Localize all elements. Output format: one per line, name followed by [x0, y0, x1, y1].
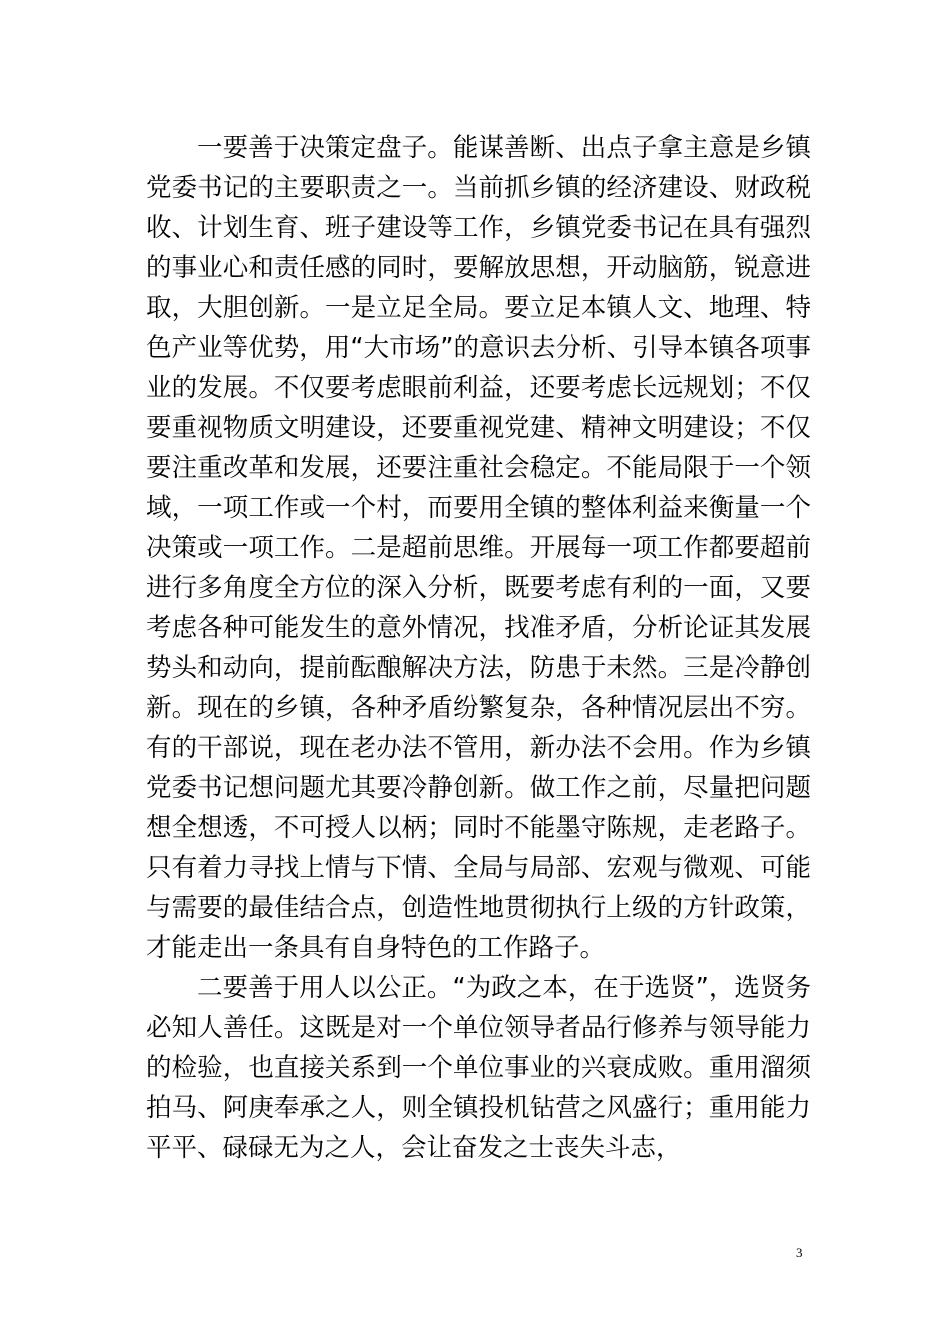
paragraph-personnel-selection: 二要善于用人以公正。“为政之本，在于选贤”，选贤务必知人善任。这既是对一个单位领导者品行修养与领导能力的检验，也直接关系到一个单位事业的兴衰成败。重用溜须拍马、阿庚奉承之人，则全镇投机钻营之风盛行；重用能力平平、碌碌无为之人，会让奋发之士丧失斗志，	[146, 973, 811, 1163]
body-text	[146, 128, 811, 1168]
paragraph-decision-making: 一要善于决策定盘子。能谋善断、出点子拿主意是乡镇党委书记的主要职责之一。当前抓乡镇的经济建设、财政税收、计划生育、班子建设等工作，乡镇党委书记在具有强烈的事业心和责任感的同时，要解放思想，开动脑筋，锐意进取，大胆创新。一是立足全局。要立足本镇人文、地理、特色产业等优势，用“大市场”的意识去分析、引导本镇各项事业的发展。不仅要考虑眼前利益，还要考虑长远规划；不仅要重视物质文明建设，还要重视党建、精神文明建设；不仅要注重改革和发展，还要注重社会稳定。不能局限于一个领域，一项工作或一个村，而要用全镇的整体利益来衡量一个决策或一项工作。二是超前思维。开展每一项工作都要超前进行多角度全方位的深入分析，既要考虑有利的一面，又要考虑各种可能发生的意外情况，找准矛盾，分析论证其发展势头和动向，提前酝酿解决方法，防患于未然。三是冷静创新。现在的乡镇，各种矛盾纷繁复杂，各种情况层出不穷。有的干部说，现在老办法不管用，新办法不会用。作为乡镇党委书记想问题尤其要冷静创新。做工作之前，尽量把问题想全想透，不可授人以柄；同时不能墨守陈规，走老路子。只有着力寻找上情与下情、全局与局部、宏观与微观、可能与需要的最佳结合点，创造性地贯彻执行上级的方针政策，才能走出一条具有自身特色的工作路子。	[146, 133, 811, 963]
page-number: 3	[796, 1245, 803, 1260]
